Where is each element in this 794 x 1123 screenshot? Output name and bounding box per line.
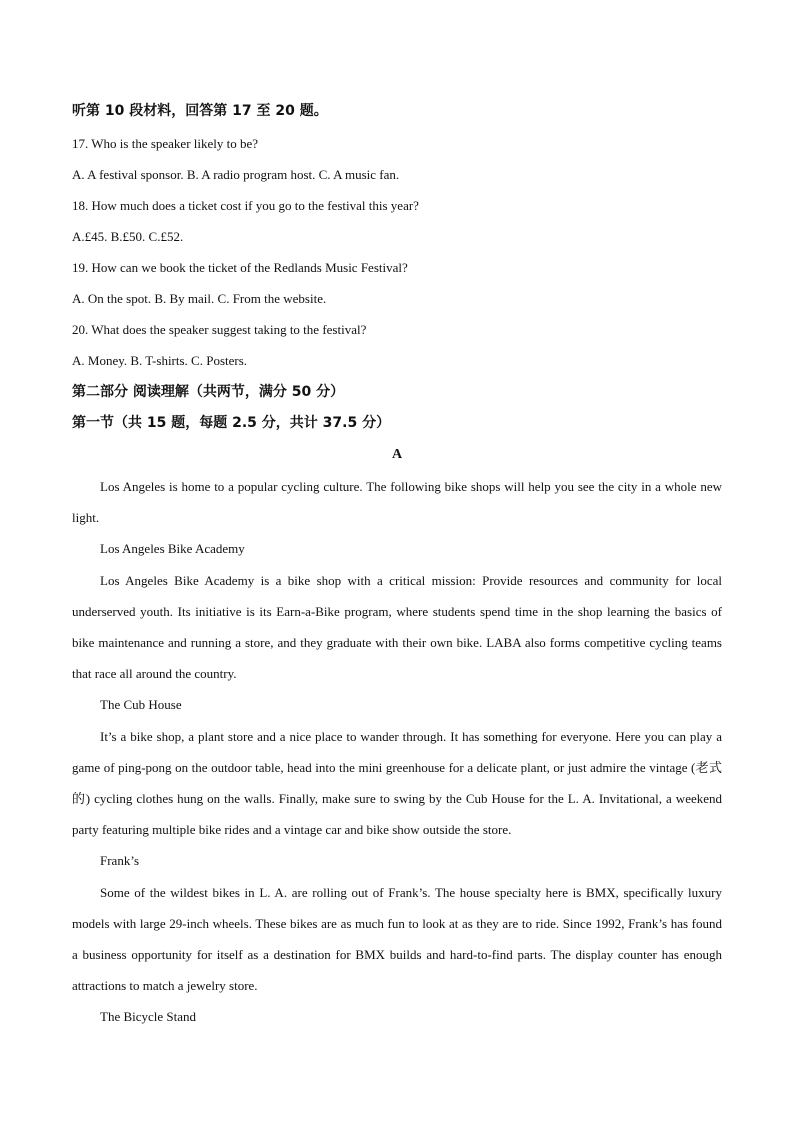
question-18-options: A.£45. B.£50. C.£52.: [72, 229, 184, 244]
shop-text-franks: Some of the wildest bikes in L. A. are rolling out of Frank’s. The house specialty here is BMX, specifically luxury models with large 29-inch wheels. These bikes are as much fun to look at as they are to ride. Since 1992, Frank’s has found a business opportunity for itself as a destination for BMX builds and hard-to-find parts. The display counter has enough attractions to match a jewelry store.: [72, 885, 722, 993]
question-20-options: A. Money. B. T-shirts. C. Posters.: [72, 353, 248, 368]
intro-paragraph: Los Angeles is home to a popular cycling culture. The following bike shops will help you see the city in a whole new light.: [72, 479, 722, 525]
section1-heading: 第一节（共 15 题，每题 2.5 分，共计 37.5 分）: [72, 415, 391, 431]
question-20: 20. What does the speaker suggest taking to the festival?: [72, 322, 367, 337]
question-17: 17. Who is the speaker likely to be?: [72, 136, 259, 151]
question-19-options: A. On the spot. B. By mail. C. From the website.: [72, 291, 327, 306]
shop-title-laba: Los Angeles Bike Academy: [100, 541, 245, 556]
part2-heading: 第二部分 阅读理解（共两节，满分 50 分）: [72, 384, 345, 400]
question-17-options: A. A festival sponsor. B. A radio program host. C. A music fan.: [72, 167, 400, 182]
shop-title-bicycle-stand: The Bicycle Stand: [100, 1009, 197, 1024]
question-19: 19. How can we book the ticket of the Redlands Music Festival?: [72, 260, 408, 275]
listening-section-heading: 听第 10 段材料，回答第 17 至 20 题。: [72, 103, 328, 119]
passage-letter: A: [391, 447, 403, 462]
shop-title-cub-house: The Cub House: [100, 697, 182, 712]
shop-title-franks: Frank’s: [100, 853, 139, 868]
shop-text-laba: Los Angeles Bike Academy is a bike shop with a critical mission: Provide resources and community for local underserved youth. Its initiative is its Earn-a-Bike program, where students spend time in the shop learning the basics of bike maintenance and running a store, and they graduate with their own bike. LABA also forms competitive cycling teams that race all around the country.: [72, 573, 722, 681]
shop-text-cub-house: It’s a bike shop, a plant store and a nice place to wander through. It has something for everyone. Here you can play a game of ping-pong on the outdoor table, head into the mini greenhouse for a delicate plant, or just admire the vintage (老式的) cycling clothes hung on the walls. Finally, make sure to swing by the Cub House for the L. A. Invitational, a weekend party featuring multiple bike rides and a vintage car and bike show outside the store.: [72, 729, 722, 837]
question-18: 18. How much does a ticket cost if you go to the festival this year?: [72, 198, 419, 213]
